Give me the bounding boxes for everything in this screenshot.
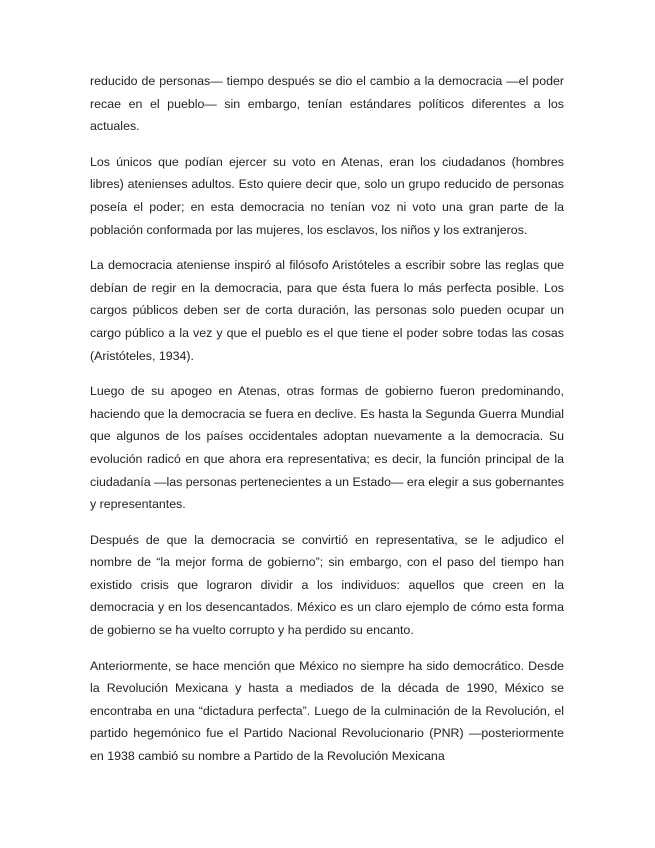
paragraph-4: Luego de su apogeo en Atenas, otras formas de gobierno fueron predominando, haciendo que la democracia se fuera en declive. Es hasta la Segunda Guerra Mundial que algunos de los países occidentales adoptan nuevamente a la democracia. Su evolución radicó en que ahora era representativa; es decir, la función principal de la ciudadanía —las personas pertenecientes a un Estado— era elegir a sus gobernantes y representantes. (90, 384, 564, 512)
paragraph-2: Los únicos que podían ejercer su voto en Atenas, eran los ciudadanos (hombres libres) atenienses adultos. Esto quiere decir que, solo un grupo reducido de personas poseía el poder; en esta democracia no tenían voz ni voto una gran parte de la población conformada por las mujeres, los esclavos, los niños y los extranjeros. (90, 154, 564, 237)
paragraph-1: reducido de personas— tiempo después se dio el cambio a la democracia —el poder recae en el pueblo— sin embargo, tenían estándares políticos diferentes a los actuales. (90, 74, 564, 134)
body-text (90, 70, 564, 781)
paragraph-6: Anteriormente, se hace mención que México no siempre ha sido democrático. Desde la Revolución Mexicana y hasta a mediados de la década de 1990, México se encontraba en una “dictadura perfecta”. Luego de la culminación de la Revolución, el partido hegemónico fue el Partido Nacional Revolucionario (PNR) —posteriormente en 1938 cambió su nombre a Partido de la Revolución Mexicana (90, 658, 564, 764)
paragraph-3: La democracia ateniense inspiró al filósofo Aristóteles a escribir sobre las reglas que debían de regir en la democracia, para que ésta fuera lo más perfecta posible. Los cargos públicos deben ser de corta duración, las personas solo pueden ocupar un cargo público a la vez y que el pueblo es el que tiene el poder sobre todas las cosas (Aristóteles, 1934). (90, 258, 564, 363)
paragraph-5: Después de que la democracia se convirtió en representativa, se le adjudico el nombre de “la mejor forma de gobierno”; sin embargo, con el paso del tiempo han existido crisis que lograron dividir a los individuos: aquellos que creen en la democracia y en los desencantados. México es un claro ejemplo de cómo esta forma de gobierno se ha vuelto corrupto y ha perdido su encanto. (90, 532, 564, 638)
